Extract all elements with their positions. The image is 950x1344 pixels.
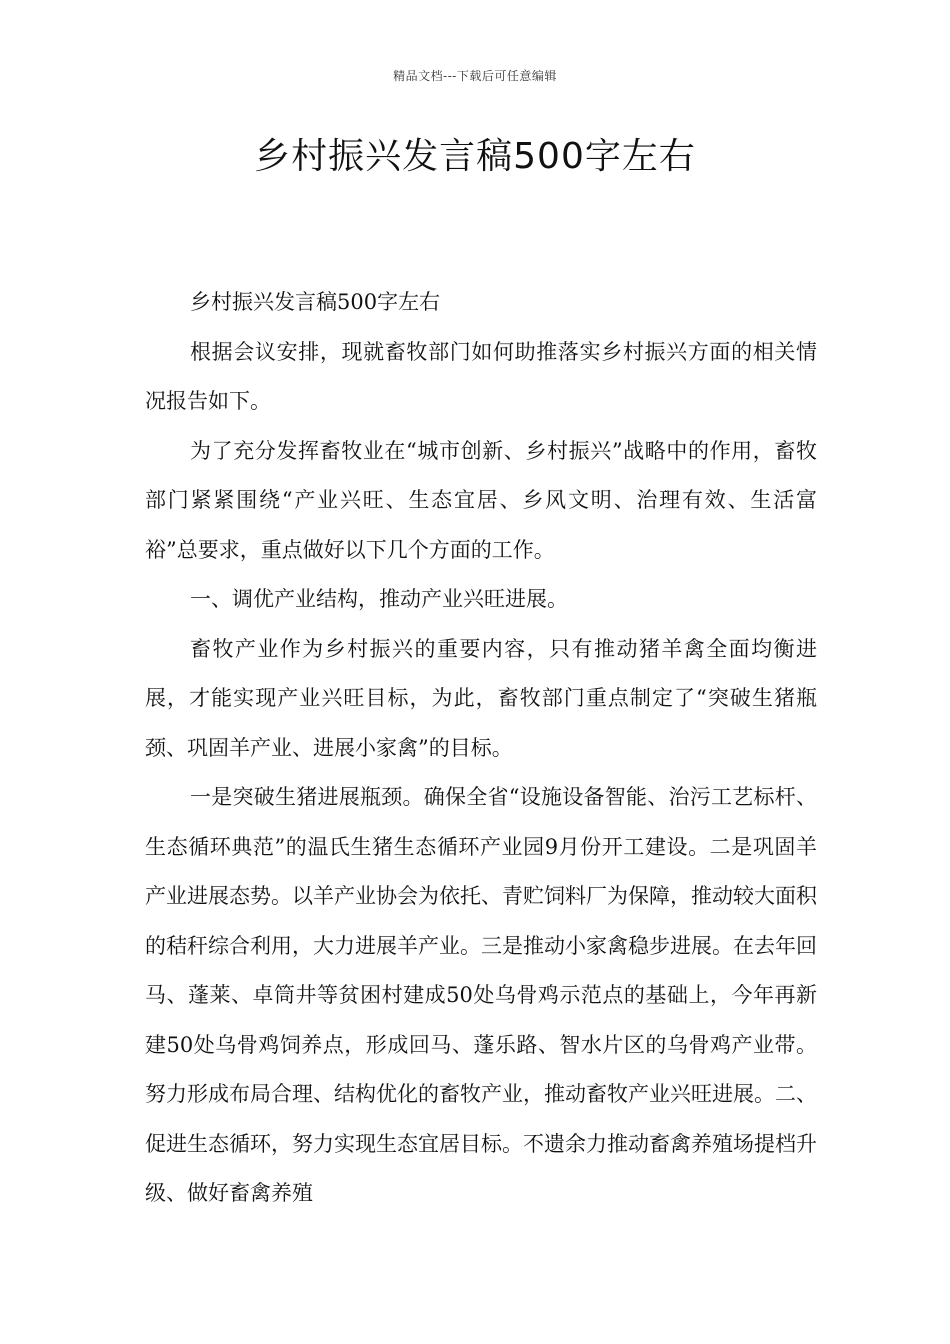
paragraph-intro: 根据会议安排，现就畜牧部门如何助推落实乡村振兴方面的相关情况报告如下。 [145,339,817,413]
document-body [145,278,817,1219]
paragraph-section-heading: 一、调优产业结构，推动产业兴旺进展。 [190,587,568,611]
paragraph-overview: 为了充分发挥畜牧业在“城市创新、乡村振兴”战略中的作用，畜牧部门紧紧围绕“产业兴旺、生态宜居、乡风文明、治理有效、生活富裕”总要求，重点做好以下几个方面的工作。 [145,438,817,562]
document-header-note: 精品文档---下载后可任意编辑 [393,69,557,83]
document-title: 乡村振兴发言稿500字左右 [254,136,696,177]
paragraph-subtitle: 乡村振兴发言稿500字左右 [190,290,441,314]
paragraph-section-body: 畜牧产业作为乡村振兴的重要内容，只有推动猪羊禽全面均衡进展，才能实现产业兴旺目标，为此，畜牧部门重点制定了“突破生猪瓶颈、巩固羊产业、进展小家禽”的目标。 [145,636,817,760]
paragraph-details: 一是突破生猪进展瓶颈。确保全省“设施设备智能、治污工艺标杆、生态循环典范”的温氏生猪生态循环产业园9月份开工建设。二是巩固羊产业进展态势。以羊产业协会为依托、青贮饲料厂为保障，推动较大面积的秸秆综合利用，大力进展羊产业。三是推动小家禽稳步进展。在去年回马、蓬莱、卓筒井等贫困村建成50处乌骨鸡示范点的基础上，今年再新建50处乌骨鸡饲养点，形成回马、蓬乐路、智水片区的乌骨鸡产业带。努力形成布局合理、结构优化的畜牧产业，推动畜牧产业兴旺进展。二、促进生态循环，努力实现生态宜居目标。不遗余力推动畜禽养殖场提档升级、做好畜禽养殖 [145,785,817,1205]
